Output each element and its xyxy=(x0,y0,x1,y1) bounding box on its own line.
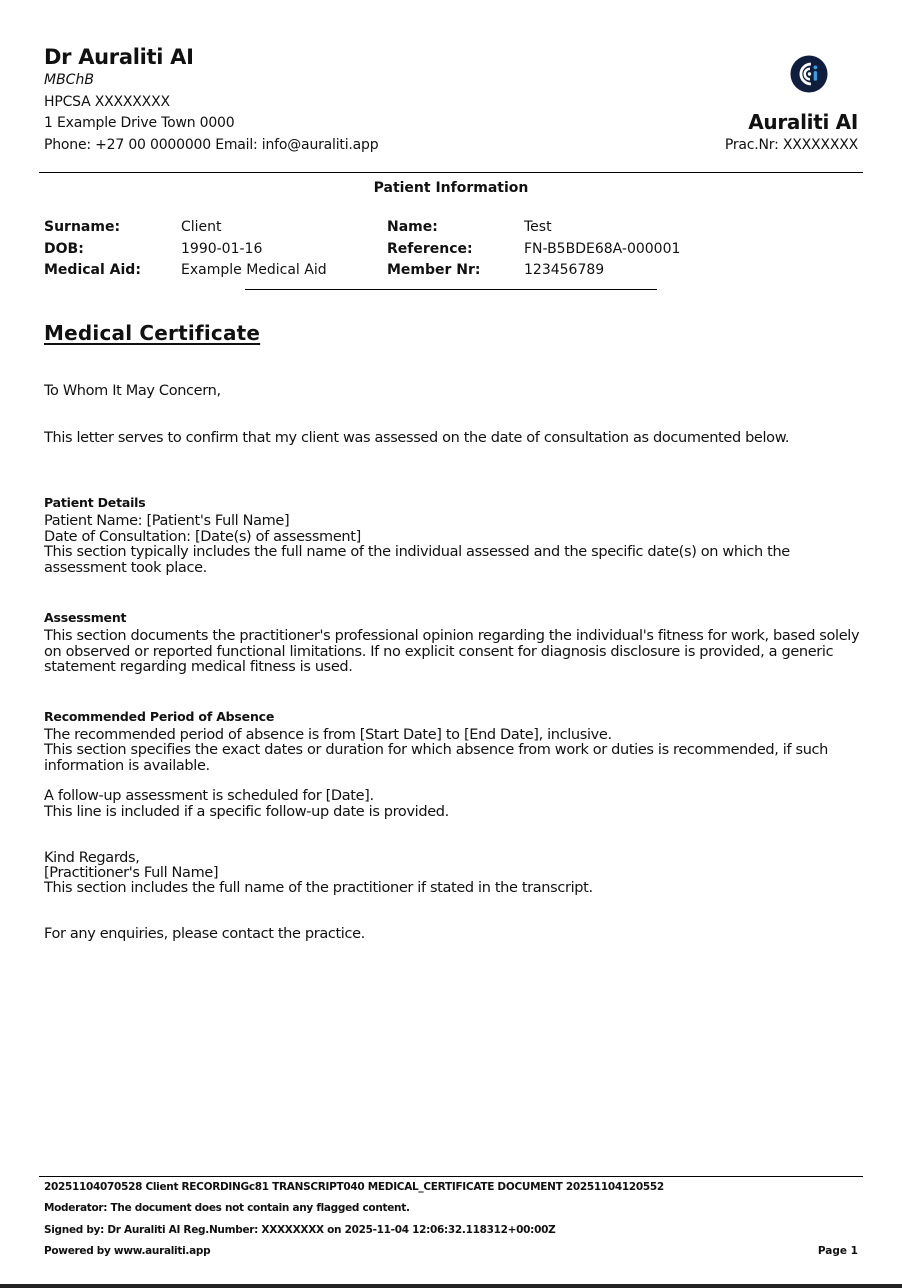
follow-up-line: A follow-up assessment is scheduled for [Date]. xyxy=(44,788,374,804)
absence-period-line: The recommended period of absence is from [Start Date] to [End Date], inclusive. xyxy=(44,727,612,743)
doctor-name: Dr Auraliti AI xyxy=(44,45,194,69)
auraliti-logo-icon xyxy=(790,55,828,93)
patient-details-note: This section typically includes the full name of the individual assessed and the specific date(s) on which the assessment took place. xyxy=(44,544,790,576)
section-heading-absence: Recommended Period of Absence xyxy=(44,709,275,724)
medical-aid-label: Medical Aid: xyxy=(44,262,141,278)
doctor-qualification: MBChB xyxy=(44,72,94,88)
footer-divider xyxy=(39,1176,863,1177)
section-heading-patient-details: Patient Details xyxy=(44,495,146,510)
contact-details: Phone: +27 00 0000000 Email: info@auraliti.app xyxy=(44,137,379,153)
document-id: 20251104070528 Client RECORDINGc81 TRANSCRIPT040 MEDICAL_CERTIFICATE DOCUMENT 20251104120552 xyxy=(44,1181,664,1193)
header-divider xyxy=(39,172,863,173)
page-bottom-edge xyxy=(0,1284,902,1288)
intro-paragraph: This letter serves to confirm that my client was assessed on the date of consultation as documented below. xyxy=(44,430,790,446)
closing-note: This section includes the full name of the practitioner if stated in the transcript. xyxy=(44,880,593,896)
surname-label: Surname: xyxy=(44,219,121,235)
name-label: Name: xyxy=(387,219,438,235)
hpcsa-number: HPCSA XXXXXXXX xyxy=(44,94,170,110)
practice-address: 1 Example Drive Town 0000 xyxy=(44,115,235,131)
enquiries-line: For any enquiries, please contact the practice. xyxy=(44,926,365,942)
medical-aid-value: Example Medical Aid xyxy=(181,262,327,278)
practice-name: Auraliti AI xyxy=(748,110,858,134)
powered-by-link[interactable]: Powered by www.auraliti.app xyxy=(44,1245,211,1257)
consultation-date-line: Date of Consultation: [Date(s) of assessment] xyxy=(44,529,361,545)
signature-line: Signed by: Dr Auraliti AI Reg.Number: XXXXXXXX on 2025-11-04 12:06:32.118312+00:00Z xyxy=(44,1224,556,1236)
page-number: Page 1 xyxy=(817,1245,858,1257)
practitioner-name: [Practitioner's Full Name] xyxy=(44,865,219,881)
member-nr-label: Member Nr: xyxy=(387,262,481,278)
practice-number: Prac.Nr: XXXXXXXX xyxy=(724,137,858,153)
member-nr-value: 123456789 xyxy=(524,262,605,278)
dob-label: DOB: xyxy=(44,241,84,257)
absence-note: This section specifies the exact dates or duration for which absence from work or duties is recommended, if such information is available. xyxy=(44,742,828,774)
surname-value: Client xyxy=(181,219,222,235)
closing-regards: Kind Regards, xyxy=(44,850,140,866)
salutation: To Whom It May Concern, xyxy=(44,383,221,399)
name-value: Test xyxy=(524,219,552,235)
patient-info-divider xyxy=(245,289,657,290)
patient-info-title: Patient Information xyxy=(373,180,529,196)
certificate-title: Medical Certificate xyxy=(44,321,261,345)
reference-label: Reference: xyxy=(387,241,473,257)
assessment-paragraph: This section documents the practitioner's professional opinion regarding the individual's fitness for work, based solely on observed or reported functional limitations. If no explicit consent for diagnosis disclosure is provided, a generic statement regarding medical fitness is used. xyxy=(44,628,860,675)
dob-value: 1990-01-16 xyxy=(181,241,263,257)
section-heading-assessment: Assessment xyxy=(44,610,127,625)
follow-up-note: This line is included if a specific follow-up date is provided. xyxy=(44,804,449,820)
patient-name-line: Patient Name: [Patient's Full Name] xyxy=(44,513,290,529)
moderator-note: Moderator: The document does not contain any flagged content. xyxy=(44,1202,410,1214)
reference-value: FN-B5BDE68A-000001 xyxy=(524,241,681,257)
